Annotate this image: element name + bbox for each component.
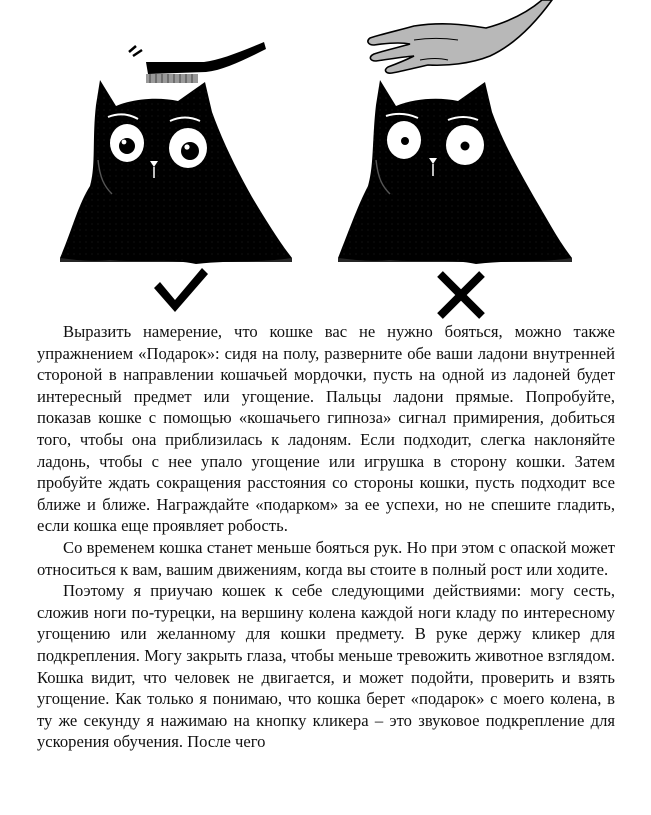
cat-left-icon bbox=[60, 80, 292, 264]
cross-icon bbox=[440, 274, 482, 316]
hand-icon bbox=[368, 0, 552, 73]
brush-icon bbox=[129, 42, 266, 83]
illustration bbox=[0, 0, 651, 322]
paragraph-3: Поэтому я приучаю кошек к себе следующими действиями: могу сесть, сложив ноги по-турецки, на вершину колена каждой ноги кладу по интересному угощению или желанному для кошки предмету. В руке держу кликер для подкрепления. Могу закрыть глаза, чтобы меньше тревожить животное взглядом. Кошка видит, что человек не двигается, и может подойти, проверить и взять угощение. Как только я понимаю, что кошка берет «подарок» с моего колена, в ту же секунду я нажимаю на кнопку кликера – это звуковое подкрепление для ускорения обучения. После чего bbox=[37, 581, 615, 752]
paragraph-1: Выразить намерение, что кошке вас не нужно бояться, можно также упражнением «Подарок»: сидя на полу, разверните обе ваши ладони внутренней стороной в направлении кошачьей мордочки, пусть на одной из ладоней будет интересный предмет или угощение. Пальцы ладони прямые. Попробуйте, показав кошке с помощью «кошачьего гипноза» сигнал примирения, добиться того, чтобы она приблизилась к ладоням. Если подходит, слегка наклоняйте ладонь, чтобы с нее упало угощение или игрушка в сторону кошки. Затем пробуйте ждать сокращения расстояния со стороны кошки, пусть подходит все ближе и ближе. Награждайте «подарком» за ее успехи, но не спешите гладить, если кошка еще проявляет робость. bbox=[37, 322, 615, 536]
body-text bbox=[37, 321, 615, 753]
paragraph-2: Со временем кошка станет меньше бояться рук. Но при этом с опаской может относиться к вам, вашим движениям, когда вы стоите в полный рост или ходите. bbox=[37, 537, 615, 579]
checkmark-icon bbox=[154, 268, 208, 312]
cat-right-icon bbox=[338, 80, 572, 264]
